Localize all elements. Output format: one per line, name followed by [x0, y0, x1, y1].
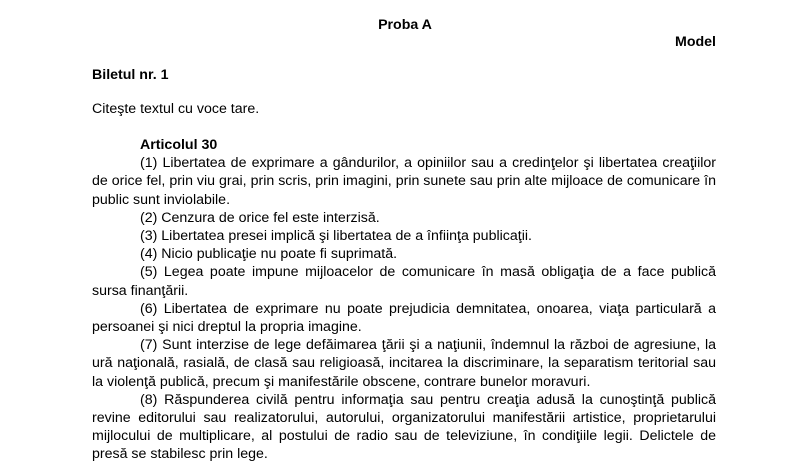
exam-title: Proba A — [378, 17, 432, 33]
article-paragraph-7: (7) Sunt interzise de lege defăimarea ţării şi a naţiunii, îndemnul la război de agresiune, la ură naţională, rasială, de clasă sau religioasă, incitarea la discriminare, la separatism teritorial sau la violenţă publică, precum şi manifestările obscene, contrare bunelor moravuri. — [92, 337, 716, 390]
ticket-number: Biletul nr. 1 — [92, 67, 169, 83]
article-block — [92, 136, 716, 464]
reading-instruction: Citeşte textul cu voce tare. — [92, 101, 260, 117]
article-paragraph-3: (3) Libertatea presei implică şi libertatea de a înfiinţa publicaţii. — [140, 228, 532, 245]
article-paragraph-6: (6) Libertatea de exprimare nu poate prejudicia demnitatea, onoarea, viaţa particulară a persoanei şi nici dreptul la propria imagine. — [92, 300, 716, 336]
article-title: Articolul 30 — [140, 137, 218, 153]
article-paragraph-1: (1) Libertatea de exprimare a gândurilor, a opiniilor sau a credinţelor şi libertatea creaţiilor de orice fel, prin viu grai, prin scris, prin imagini, prin sunete sau prin alte mijloace de comunicare în public sunt inviolabile. — [92, 155, 716, 208]
article-paragraph-8: (8) Răspunderea civilă pentru informaţia sau pentru creaţia adusă la cunoştinţă publică revine editorului sau realizatorului, autorului, organizatorului manifestării artistice, proprietarului mijlocului de multiplicare, al postului de radio sau de televiziune, în condiţiile legii. Delictele de presă se stabilesc prin lege. — [92, 391, 716, 463]
article-paragraph-2: (2) Cenzura de orice fel este interzisă. — [140, 209, 380, 226]
article-paragraph-4: (4) Nicio publicaţie nu poate fi suprimată. — [140, 246, 398, 263]
article-paragraph-5: (5) Legea poate impune mijloacelor de comunicare în masă obligaţia de a face publică sursa finanţării. — [92, 264, 716, 299]
model-label: Model — [675, 34, 716, 50]
